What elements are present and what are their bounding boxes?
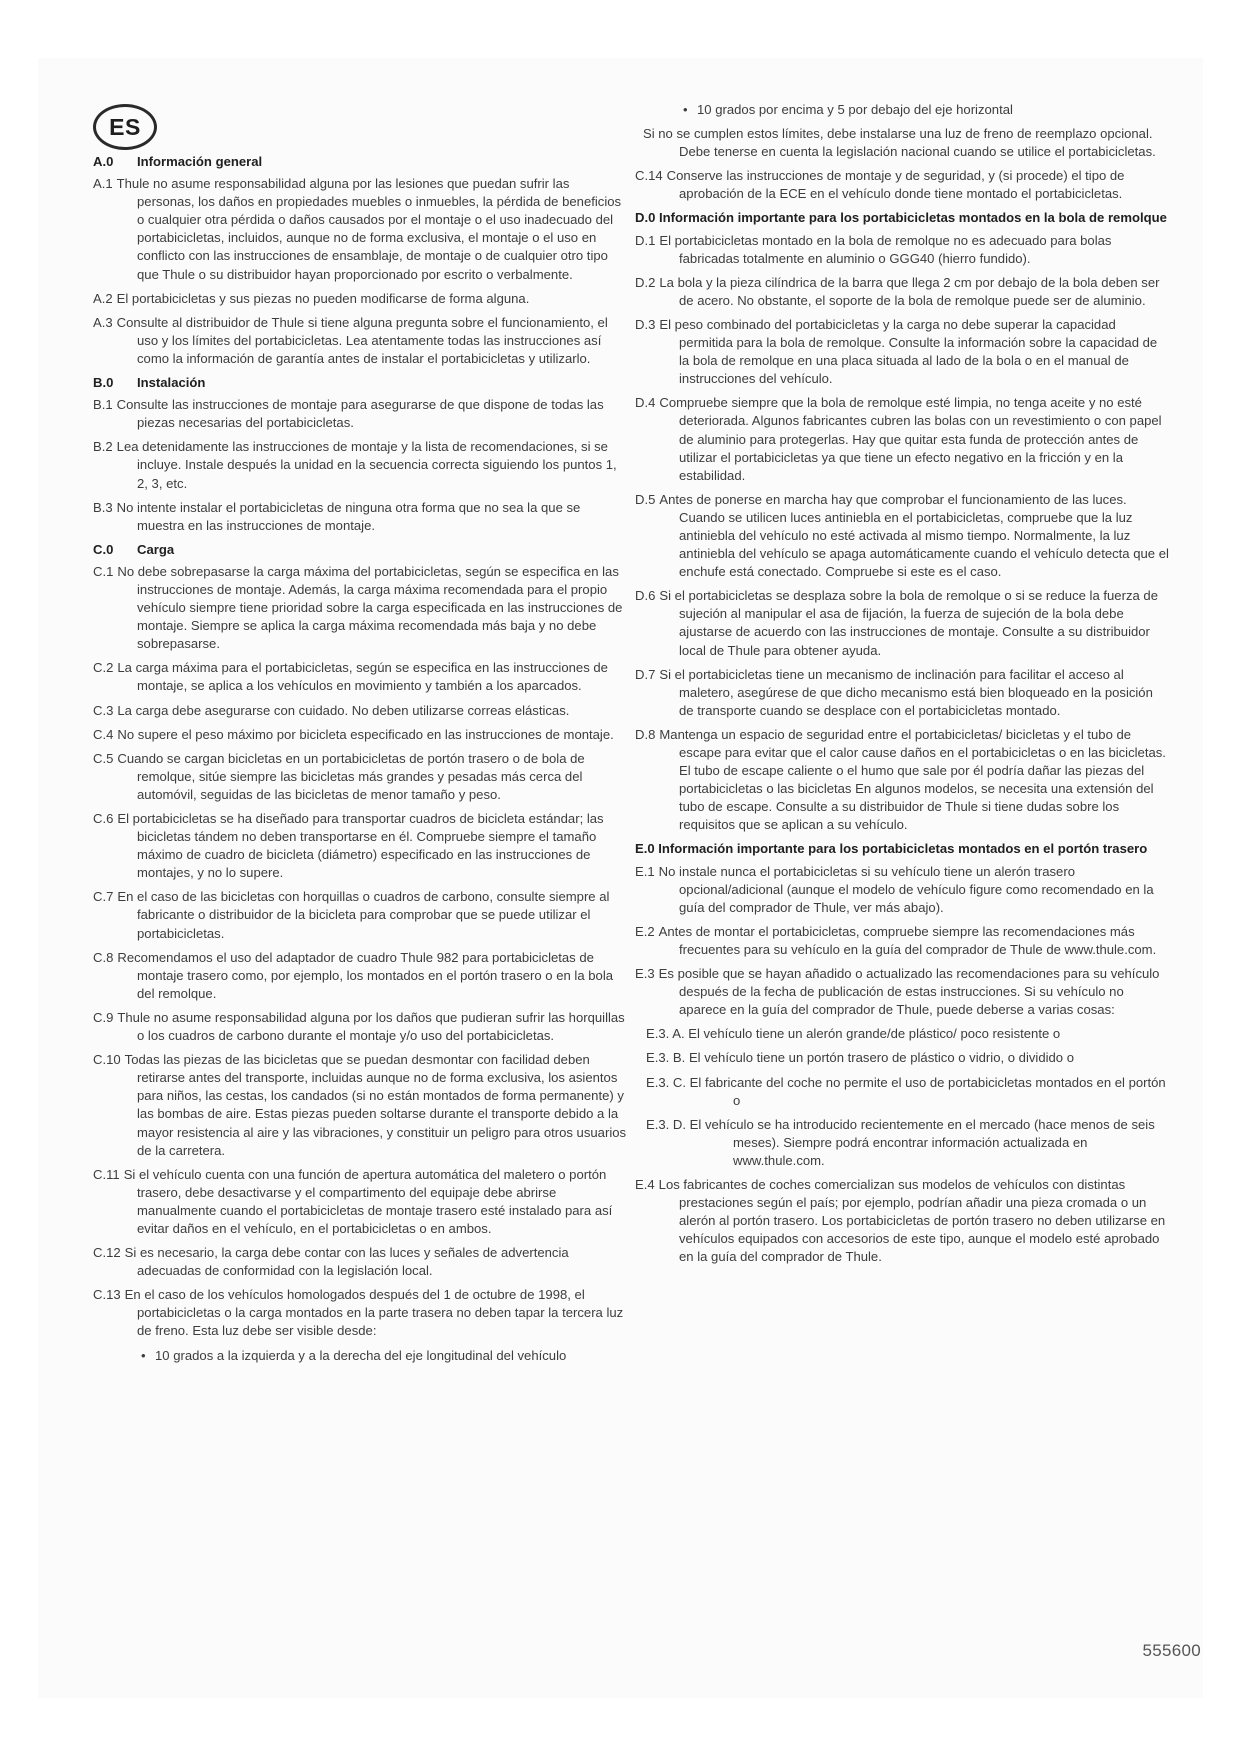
section-number: A.0: [93, 154, 114, 169]
item-text: Compruebe siempre que la bola de remolque esté limpia, no tenga aceite y no esté deteriorada. Algunos fabricantes cubren las bolas con un revestimiento o con papel de aluminio para protegerlas. Hay que quitar esta funda de protección antes de utilizar el portabicicletas ya que tiene un efecto negativo en la fricción y en la estabilidad.: [659, 395, 1162, 483]
list-item: [93, 702, 628, 720]
sub-item-text: El vehículo se ha introducido recientemente en el mercado (hace menos de seis meses). Siempre podrá encontrar información actualizada en www.thule.com.: [689, 1116, 1155, 1168]
list-item: [635, 726, 1170, 835]
list-item: [635, 666, 1170, 720]
item-text: No supere el peso máximo por bicicleta especificado en las instrucciones de montaje.: [117, 726, 614, 742]
list-item: [93, 1166, 628, 1238]
bullet-item: • 10 grados a la izquierda y a la derecha del eje longitudinal del vehículo: [93, 1347, 628, 1365]
page-number: 555600: [1142, 1641, 1201, 1660]
item-number: D.6: [635, 588, 656, 604]
item-number: D.5: [635, 491, 656, 507]
item-text: Thule no asume responsabilidad alguna por las lesiones que puedan sufrir las personas, los daños en propiedades muebles o inmuebles, la pérdida de beneficios o cualquier otra pérdida o daños causados por el montaje o el uso inadecuado del portabicicletas, incluidos, aunque no de forma exclusiva, el montaje o el uso en conflicto con las instrucciones de ensamblaje, de montaje o de cualquier otro tipo que Thule o su distribuidor hayan proporcionado por escrito o verbalmente.: [116, 176, 622, 282]
item-text: La carga máxima para el portabicicletas, según se especifica en las instrucciones de montaje, se aplica a los vehículos en movimiento y también a los aparcados.: [117, 660, 608, 694]
item-number: A.3: [93, 314, 113, 330]
list-item: [93, 396, 628, 432]
item-number: C.5: [93, 750, 114, 766]
list-item: [635, 232, 1170, 268]
item-number: C.12: [93, 1245, 121, 1261]
item-number: A.2: [93, 290, 113, 306]
list-item: [635, 923, 1170, 959]
item-number: B.3: [93, 499, 113, 515]
language-badge: [93, 104, 157, 150]
item-number: E.2: [635, 923, 655, 939]
item-number: C.13: [93, 1287, 121, 1303]
list-item: [93, 290, 628, 308]
item-number: E.1: [635, 863, 655, 879]
item-number: C.14: [635, 168, 663, 184]
section-title: Información general: [137, 154, 263, 169]
sub-item: [635, 1025, 1170, 1043]
right-column: [635, 101, 1170, 1272]
item-text: La bola y la pieza cilíndrica de la barra que llega 2 cm por debajo de la bola deben ser de acero. No obstante, el soporte de la bola de remolque puede ser de aluminio.: [659, 274, 1160, 308]
left-column: [93, 153, 628, 1371]
item-number: D.2: [635, 274, 656, 290]
section-heading: [635, 209, 1170, 227]
item-number: A.1: [93, 176, 113, 192]
item-number: B.1: [93, 397, 113, 413]
section-heading: [93, 541, 628, 559]
item-number: D.3: [635, 316, 656, 332]
section-title: Información importante para los portabicicletas montados en el portón trasero: [658, 841, 1148, 857]
item-text: Es posible que se hayan añadido o actualizado las recomendaciones para su vehículo después de la fecha de publicación de estas instrucciones. Si su vehículo no aparece en la guía del comprador de Thule, puede deberse a varias cosas:: [658, 966, 1160, 1018]
item-text: Antes de montar el portabicicletas, compruebe siempre las recomendaciones más frecuentes para su vehículo en la guía del comprador de Thule de www.thule.com.: [658, 923, 1157, 957]
list-item: [93, 563, 628, 653]
item-number: D.1: [635, 232, 656, 248]
item-text: El portabicicletas montado en la bola de remolque no es adecuado para bolas fabricadas totalmente en aluminio o GGG40 (hierro fundido).: [659, 232, 1112, 266]
list-item: [635, 394, 1170, 484]
item-number: E.4: [635, 1176, 655, 1192]
sub-item: [635, 1074, 1170, 1110]
item-text: Antes de ponerse en marcha hay que comprobar el funcionamiento de las luces. Cuando se utilicen luces antiniebla en el portabicicletas, compruebe que la luz antiniebla del vehículo no esté activada al mismo tiempo. Normalmente, la luz antiniebla del vehículo se apaga automáticamente cuando el vehículo detecta que el enchufe está conectado. Compruebe si este es el caso.: [659, 491, 1169, 580]
list-item: [93, 1244, 628, 1280]
sub-item-number: E.3. D.: [646, 1116, 687, 1132]
item-text: Mantenga un espacio de seguridad entre el portabicicletas/ bicicletas y el tubo de escape para evitar que el calor cause daños en el portabicicletas o en las bicicletas. El tubo de escape caliente o el humo que sale por él podría dañar las piezas del portabicicletas o las bicicletas En algunos modelos, se necesita una extensión del tubo de escape. Consulte a su distribuidor de Thule si tiene dudas sobre los requisitos que se aplican a su vehículo.: [659, 726, 1166, 833]
list-item: [635, 274, 1170, 310]
sub-item-number: E.3. C.: [646, 1074, 687, 1090]
list-item: [93, 314, 628, 368]
list-item: [93, 175, 628, 284]
section-title: Carga: [137, 541, 175, 557]
item-number: C.7: [93, 889, 114, 905]
item-number: C.6: [93, 811, 114, 826]
bullet-item: • 10 grados por encima y 5 por debajo del eje horizontal: [635, 101, 1170, 119]
sub-item-number: E.3. B.: [646, 1050, 686, 1066]
item-text: No intente instalar el portabicicletas de ninguna otra forma que no sea la que se muestra en las instrucciones de montaje.: [116, 499, 581, 533]
list-item: [635, 587, 1170, 659]
item-text: Si es necesario, la carga debe contar con las luces y señales de advertencia adecuadas de conformidad con la legislación local.: [124, 1245, 569, 1279]
list-item: [93, 659, 628, 695]
item-number: B.2: [93, 439, 113, 455]
sub-item: [635, 1049, 1170, 1067]
sub-item: [635, 1116, 1170, 1170]
item-text: Recomendamos el uso del adaptador de cuadro Thule 982 para portabicicletas de montaje trasero como, por ejemplo, los montados en el portón trasero o en la bola del remolque.: [117, 949, 614, 1001]
sub-item-text: El vehículo tiene un portón trasero de plástico o vidrio, o dividido o: [688, 1050, 1074, 1066]
list-item: [635, 316, 1170, 388]
item-number: C.3: [93, 702, 114, 718]
item-number: C.10: [93, 1052, 121, 1068]
item-text: Thule no asume responsabilidad alguna por los daños que pudieran sufrir las horquillas o los cuadros de carbono durante el montaje y/o uso del portabicicletas.: [117, 1009, 625, 1044]
list-item: [93, 750, 628, 804]
item-text: Si el portabicicletas tiene un mecanismo de inclinación para facilitar el acceso al maletero, asegúrese de que dicho mecanismo está bien bloqueado en la posición de transporte cuando se desplace con el portabicicletas montado.: [659, 666, 1153, 718]
section-number: B.0: [93, 375, 114, 391]
item-text: Consulte las instrucciones de montaje para asegurarse de que dispone de todas las piezas necesarias del portabicicletas.: [116, 397, 604, 431]
item-text: No instale nunca el portabicicletas si su vehículo tiene un alerón trasero opcional/adicional (aunque el modelo de vehículo figure como recomendado en la guía del comprador de Thule, ver más abajo).: [658, 863, 1154, 915]
list-item: [93, 1009, 628, 1045]
item-number: C.9: [93, 1009, 114, 1025]
item-text: No debe sobrepasarse la carga máxima del portabicicletas, según se especifica en las instrucciones de montaje. Además, la carga máxima recomendada para el propio vehículo siempre tiene prioridad sobre la carga especificada en las instrucciones de montaje. Siempre se aplica la carga máxima recomendada más baja y no debe sobrepasarse.: [117, 563, 623, 652]
item-text: Cuando se cargan bicicletas en un portabicicletas de portón trasero o de bola de remolque, sitúe siempre las bicicletas más grandes y pesadas más cerca del automóvil, seguidas de las bicicletas de menor tamaño y peso.: [117, 750, 585, 802]
item-number: D.4: [635, 395, 656, 411]
item-number: C.2: [93, 660, 114, 676]
item-number: C.1: [93, 563, 114, 579]
item-text: Conserve las instrucciones de montaje y de seguridad, y (si procede) el tipo de aprobación de la ECE en el vehículo donde tiene montado el portabicicletas.: [666, 168, 1125, 202]
item-text: Los fabricantes de coches comercializan sus modelos de vehículos con distintas prestaciones según el país; por ejemplo, podrían añadir una pieza cromada o un alerón al portón trasero. Los portabicicletas de portón trasero no deben utilizarse en vehículos equipados con accesorios de este tipo, aunque el modelo esté aprobado en la guía del comprador de Thule.: [658, 1176, 1166, 1265]
item-text: El peso combinado del portabicicletas y la carga no debe superar la capacidad permitida para la bola de remolque. Consulte la información sobre la capacidad de la bola de remolque en una placa situada al lado de la bola o en el manual de instrucciones del vehículo.: [659, 316, 1158, 387]
list-item: [635, 863, 1170, 917]
section-title: Instalación: [137, 375, 206, 391]
section-title: Información importante para los portabicicletas montados en la bola de remolque: [659, 210, 1167, 226]
list-item: [93, 888, 628, 942]
section-number: E.0: [635, 841, 655, 857]
language-code: ES: [109, 113, 141, 140]
item-number: C.8: [93, 949, 114, 965]
list-item: [635, 965, 1170, 1019]
sub-item-text: El fabricante del coche no permite el uso de portabicicletas montados en el portón o: [689, 1074, 1166, 1108]
list-item: [93, 499, 628, 535]
item-text: Si el vehículo cuenta con una función de apertura automática del maletero o portón trasero, debe desactivarse y el compartimento del equipaje debe abrirse manualmente cuando el portabicicletas de montaje trasero esté instalado para así evitar daños en el vehículo, en el portabicicletas o en ambos.: [123, 1166, 613, 1236]
list-item: [93, 810, 628, 882]
list-item: [93, 438, 628, 492]
item-text: El portabicicletas se ha diseñado para transportar cuadros de bicicleta estándar; las bicicletas tándem no deben transportarse en él. Compruebe siempre el tamaño máximo de cuadro de bicicleta (diámetro) especificado en las instrucciones de montajes, y no lo supere.: [117, 811, 604, 881]
list-item: [93, 1286, 628, 1340]
item-text: Todas las piezas de las bicicletas que se puedan desmontar con facilidad deben retirarse antes del transporte, incluidas aunque no de forma exclusiva, los asientos para niños, las cestas, los candados (si no están montados de forma permanente) y las bombas de aire. Estas piezas pueden soltarse durante el transporte debido a la mayor resistencia al aire y las vibraciones, y constituir un peligro para otros usuarios de la carretera.: [124, 1052, 627, 1158]
item-number: E.3: [635, 966, 655, 982]
paragraph: Si no se cumplen estos límites, debe instalarse una luz de freno de reemplazo opcional. Debe tenerse en cuenta la legislación nacional cuando se utilice el portabicicletas.: [643, 126, 1156, 160]
item-text: La carga debe asegurarse con cuidado. No deben utilizarse correas elásticas.: [117, 702, 570, 718]
section-heading: [93, 374, 628, 392]
section-number: C.0: [93, 541, 114, 557]
list-item: [93, 949, 628, 1003]
sub-item-text: El vehículo tiene un alerón grande/de plástico/ poco resistente o: [688, 1026, 1061, 1042]
item-number: C.11: [93, 1166, 120, 1182]
item-number: D.8: [635, 726, 656, 742]
list-item: [635, 1176, 1170, 1266]
item-text: Lea detenidamente las instrucciones de montaje y la lista de recomendaciones, si se incluye. Instale después la unidad en la secuencia correcta siguiendo los puntos 1, 2, 3, etc.: [116, 439, 617, 491]
item-text: El portabicicletas y sus piezas no pueden modificarse de forma alguna.: [116, 290, 530, 306]
item-text: En el caso de las bicicletas con horquillas o cuadros de carbono, consulte siempre al fabricante o distribuidor de la bicicleta para comprobar que se puede utilizar el portabicicletas.: [117, 889, 610, 941]
sub-item-number: E.3. A.: [646, 1026, 685, 1042]
item-text: Si el portabicicletas se desplaza sobre la bola de remolque o si se reduce la fuerza de sujeción al manipular el asa de fijación, la fuerza de sujeción de la bola debe ajustarse de acuerdo con las instrucciones de montaje. Consulte a su distribuidor local de Thule para obtener ayuda.: [659, 588, 1158, 658]
list-item: [93, 1051, 628, 1160]
list-item: [635, 491, 1170, 581]
item-text: En el caso de los vehículos homologados después del 1 de octubre de 1998, el portabicicletas o la carga montados en la parte trasera no deben tapar la tercera luz de freno. Esta luz debe ser visible desde:: [124, 1287, 624, 1339]
list-item: [93, 726, 628, 744]
section-number: D.0: [635, 210, 656, 226]
list-item: [635, 167, 1170, 203]
section-heading: [635, 840, 1170, 858]
item-text: Consulte al distribuidor de Thule si tiene alguna pregunta sobre el funcionamiento, el uso y los límites del portabicicletas. Lea atentamente todas las instrucciones así como la información de garantía antes de instalar el portabicicletas y utilizarlo.: [116, 314, 608, 366]
item-number: C.4: [93, 726, 114, 742]
item-number: D.7: [635, 666, 656, 682]
section-heading: [93, 153, 628, 171]
